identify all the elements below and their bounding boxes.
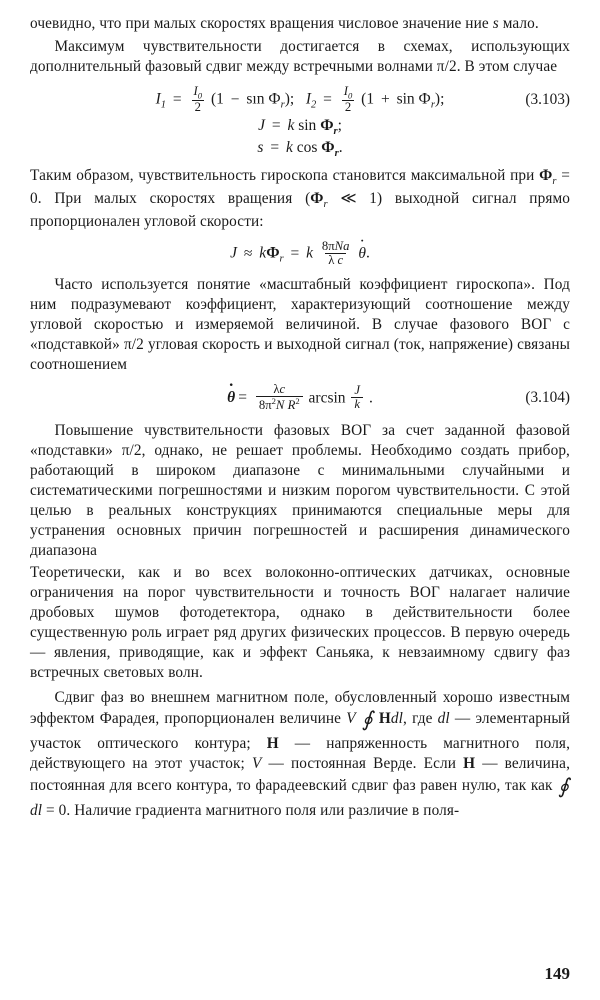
equation-3-104 xyxy=(30,381,570,414)
equation-3-103-number: (3.103) xyxy=(525,91,570,109)
equation-3-103-line-3: s = k $\cos Ф_r$. xyxy=(257,139,343,160)
equation-sensitivity-line: $J \approx kФ_r = k$ $\frac{\text{8πNa}}{\text{λ c}}$ · θ. xyxy=(30,240,570,268)
paragraph-2: Максимум чувствительности достигается в схемах, использующих дополнительный фазовый сдвиг между встречными волнами π/2. В этом случае xyxy=(30,37,570,75)
paragraph-1: очевидно, что при малых скоростях вращения числовое значение ние s мало. xyxy=(30,15,539,32)
equation-3-103-line-2: J = k $\sin Ф_r$; xyxy=(258,117,342,138)
equation-sensitivity xyxy=(30,240,570,268)
page-number: 149 xyxy=(544,964,570,983)
equation-3-103 xyxy=(30,85,570,159)
equation-3-103-line-1: $I_1$ = $\frac{I_0}{2}$ (1 − sın $Ф_r$); $I_2$ = $\frac{I_0}{2}$ $(1 + \sin Ф_r)$; (3.103) xyxy=(155,83,570,115)
paragraph-3: Таким образом, чувствительность гироскопа становится максимальной при $Ф_r = 0$. При малых скоростях вращения ($Ф_r$ ≪ 1) выходной сигнал прямо пропорционален угловой скорости: xyxy=(30,167,570,230)
paragraph-7: Сдвиг фаз во внешнем магнитном поле, обусловленный хорошо известным эффектом Фарадея, пропорционален величине V ∮ Hdl, где dl — элементарный участок оптического контура; H — напряженность магнитного поля, действующего на этот участок; V — постоянная Верде. Если H — величина, постоянная для всего контура, то фарадеевский сдвиг фаз равен нулю, так как ∮ dl = 0. Наличие градиента магнитного поля или различие в поля- xyxy=(30,688,570,819)
paragraph-4: Часто используется понятие «масштабный коэффициент гироскопа». Под ним подразумевают коэффициент, характеризующий соотношение между угловой скоростью и измеряемой величиной. В случае фазового ВОГ с «подставкой» π/2 угловая скорость и выходной сигнал (ток, напряжение) связаны соотношением xyxy=(30,276,570,373)
equation-3-104-number: (3.104) xyxy=(525,389,570,407)
paragraph-6: Теоретически, как и во всех волоконно-оптических датчиках, основные ограничения на порог чувствительности и точность ВОГ налагает наличие дробовых шумов фотодетектора, однако в действительности более существенную роль играет ряд других физических процессов. В первую очередь — явления, приводящие, как и эффект Саньяка, к невзаимному сдвигу фаз встречных световых волн. xyxy=(30,564,570,681)
paragraph-5: Повышение чувствительности фазовых ВОГ за счет заданной фазовой «подставки» π/2, однако, не решает проблемы. Необходимо создать прибор, работающий в широком диапазоне с минимальными случайными и систематическими погрешностями и низким порогом чувствительности. С этой целью в реальных конструкциях принимаются специальные меры для устранения основных причин погрешностей и расширения динамического диапазона xyxy=(30,422,570,559)
equation-3-104-line: · θ = $\frac{\lambda c}{8\pi^2N R^2}$ arcsin $\frac{J}{k}$ . (3.104) xyxy=(30,384,570,414)
